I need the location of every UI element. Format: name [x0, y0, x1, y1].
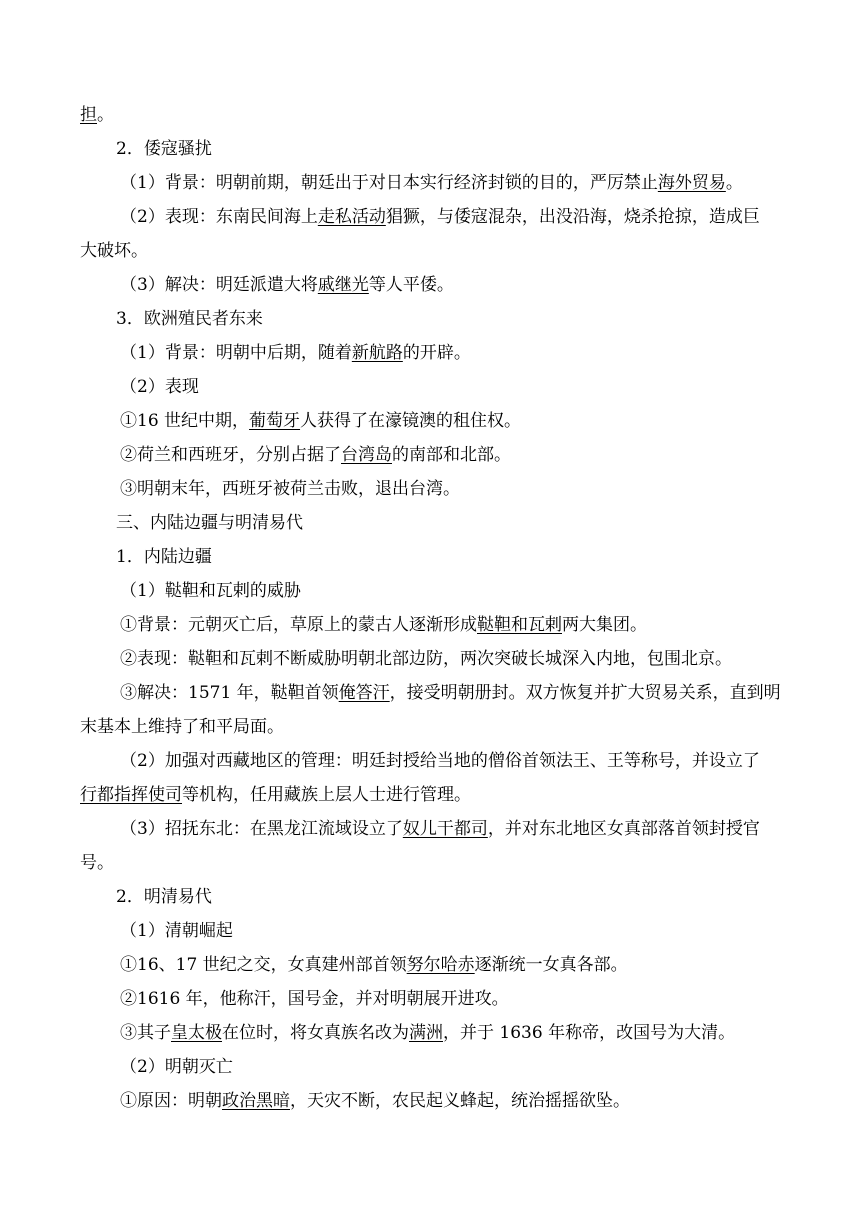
text-run: ①背景：元朝灭亡后，草原上的蒙古人逐渐形成 — [120, 615, 477, 635]
text-run: ，并于 1636 年称帝，改国号为大清。 — [443, 1023, 736, 1043]
text-run: （2）表现 — [120, 377, 199, 397]
text-run: ①16 世纪中期， — [120, 411, 250, 431]
text-run: ③明朝末年，西班牙被荷兰击败，退出台湾。 — [120, 479, 460, 499]
text-line — [0, 240, 860, 262]
text-run: （2）表现：东南民间海上 — [120, 207, 318, 227]
text-run: 大破坏。 — [80, 241, 148, 261]
underlined-term: 努尔哈赤 — [406, 955, 475, 975]
text-run: 。 — [725, 173, 743, 193]
text-run: 。 — [97, 105, 114, 125]
text-line — [0, 410, 860, 432]
underlined-term: 走私活动 — [317, 207, 386, 227]
underlined-term: 行都指挥使司 — [80, 785, 182, 805]
text-run: 在位时，将女真族名改为 — [222, 1023, 409, 1043]
underlined-term: 鞑靼和瓦剌 — [477, 615, 562, 635]
text-line — [0, 648, 860, 670]
text-run: 的南部和北部。 — [392, 445, 511, 465]
section-heading — [0, 546, 860, 568]
text-line — [0, 852, 860, 874]
text-run: 1．内陆边疆 — [116, 547, 212, 567]
underlined-term: 葡萄牙 — [249, 411, 301, 431]
text-run: ③其子 — [120, 1023, 171, 1043]
section-heading — [0, 138, 860, 160]
text-run: 号。 — [80, 853, 114, 873]
text-line — [0, 580, 860, 602]
underlined-term: 担 — [80, 105, 97, 125]
text-run: ②1616 年，他称汗，国号金，并对明朝展开进攻。 — [120, 989, 509, 1009]
text-line — [0, 206, 860, 228]
text-run: （2）明朝灭亡 — [120, 1057, 233, 1077]
text-run: 2．倭寇骚扰 — [116, 139, 212, 159]
section-heading — [0, 308, 860, 330]
text-run: 3．欧洲殖民者东来 — [116, 309, 263, 329]
text-run: （1）背景：明朝前期，朝廷出于对日本实行经济封锁的目的，严厉禁止 — [120, 173, 658, 193]
text-run: ，接受明朝册封。双方恢复并扩大贸易关系，直到明 — [389, 683, 781, 703]
text-run: 两大集团。 — [562, 615, 647, 635]
underlined-term: 台湾岛 — [341, 445, 392, 465]
underlined-term: 满洲 — [409, 1023, 443, 1043]
text-run: ②表现：鞑靼和瓦剌不断威胁明朝北部边防，两次突破长城深入内地，包围北京。 — [120, 649, 732, 669]
text-line — [0, 614, 860, 636]
text-run: 猖獗，与倭寇混杂，出没沿海，烧杀抢掠，造成巨 — [385, 207, 760, 227]
text-line — [0, 274, 860, 296]
text-run: （3）解决：明廷派遣大将 — [120, 275, 318, 295]
text-line — [0, 750, 860, 772]
text-line — [0, 954, 860, 976]
text-run: ②荷兰和西班牙，分别占据了 — [120, 445, 341, 465]
text-run: ③解决：1571 年，鞑靼首领 — [120, 683, 339, 703]
text-line — [0, 376, 860, 398]
section-heading — [0, 886, 860, 908]
underlined-term: 戚继光 — [317, 275, 369, 295]
text-run: 逐渐统一女真各部。 — [474, 955, 628, 975]
text-run: ①原因：明朝 — [120, 1091, 222, 1111]
text-run: ，并对东北地区女真部落首领封授官 — [487, 819, 760, 839]
text-line — [0, 716, 860, 738]
text-run: 等人平倭。 — [368, 275, 454, 295]
section-heading — [0, 512, 860, 534]
text-run: （1）背景：明朝中后期，随着 — [120, 343, 352, 363]
underlined-term: 奴儿干都司 — [402, 819, 488, 839]
text-line — [0, 1090, 860, 1112]
text-line — [0, 172, 860, 194]
text-line — [0, 104, 860, 126]
text-run: 的开辟。 — [402, 343, 471, 363]
text-line — [0, 478, 860, 500]
text-line — [0, 342, 860, 364]
text-run: 三、内陆边疆与明清易代 — [116, 513, 303, 533]
underlined-term: 俺答汗 — [338, 683, 390, 703]
text-line — [0, 784, 860, 806]
text-line — [0, 1056, 860, 1078]
text-run: 人获得了在濠镜澳的租住权。 — [300, 411, 522, 431]
underlined-term: 皇太极 — [171, 1023, 222, 1043]
text-line — [0, 988, 860, 1010]
text-run: （2）加强对西藏地区的管理：明廷封授给当地的僧俗首领法王、王等称号，并设立了 — [120, 751, 760, 771]
underlined-term: 海外贸易 — [657, 173, 726, 193]
text-run: （3）招抚东北：在黑龙江流域设立了 — [120, 819, 403, 839]
text-line — [0, 682, 860, 704]
text-run: 等机构，任用藏族上层人士进行管理。 — [182, 785, 471, 805]
text-line — [0, 818, 860, 840]
text-run: 2．明清易代 — [116, 887, 212, 907]
text-run: 末基本上维持了和平局面。 — [80, 717, 284, 737]
text-run: ，天灾不断，农民起义蜂起，统治摇摇欲坠。 — [290, 1091, 630, 1111]
underlined-term: 新航路 — [351, 343, 403, 363]
underlined-term: 政治黑暗 — [222, 1091, 290, 1111]
text-run: （1）清朝崛起 — [120, 921, 233, 941]
text-line — [0, 444, 860, 466]
text-run: （1）鞑靼和瓦剌的威胁 — [120, 581, 301, 601]
text-run: ①16、17 世纪之交，女真建州部首领 — [120, 955, 407, 975]
text-line — [0, 1022, 860, 1044]
text-line — [0, 920, 860, 942]
